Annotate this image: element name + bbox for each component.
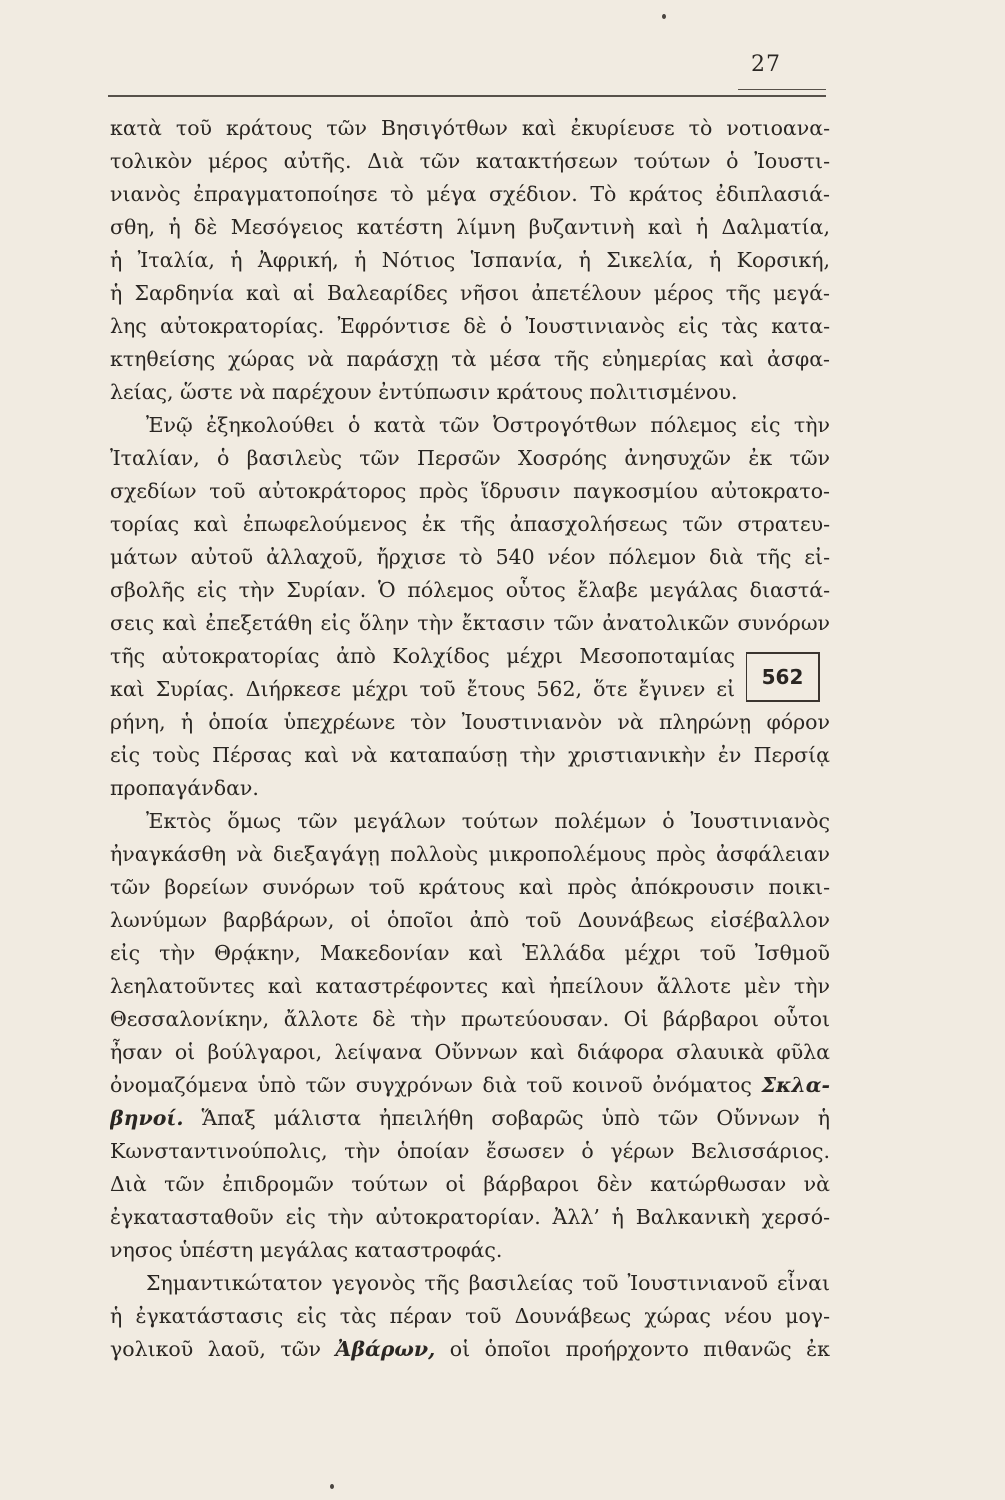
text-segment: ὀνομαζόμενα ὑπὸ τῶν συγχρόνων διὰ τοῦ κοινοῦ ὀνόματος	[110, 1073, 752, 1097]
text-line: λεηλατοῦντες καὶ καταστρέφοντες καὶ ἠπείλουν ἄλλοτε μὲν τὴν	[110, 974, 830, 998]
text-line: ἠναγκάσθη νὰ διεξαγάγῃ πολλοὺς μικροπολέμους πρὸς ἀσφάλειαν	[110, 842, 830, 866]
text-line: Ἐκτὸς ὅμως τῶν μεγάλων τούτων πολέμων ὁ Ἰουστινιανὸς	[146, 809, 830, 833]
text-segment: οἱ ὁποῖοι προήρχοντο πιθανῶς ἐκ	[449, 1337, 830, 1361]
header-rule-short	[738, 89, 826, 90]
text-line: νησος ὑπέστη μεγάλας καταστροφάς.	[110, 1238, 503, 1262]
text-line: προπαγάνδαν.	[110, 776, 259, 800]
text-line: κατὰ τοῦ κράτους τῶν Βησιγότθων καὶ ἐκυρίευσε τὸ νοτιοανα-	[110, 116, 830, 140]
emphasis-term: Σκλα-	[761, 1073, 830, 1097]
page-number: 27	[751, 52, 781, 77]
body-text	[110, 112, 830, 1366]
text-line: λωνύμων βαρβάρων, οἱ ὁποῖοι ἀπὸ τοῦ Δουνάβεως εἰσέβαλλον	[110, 908, 830, 932]
text-line: Ἐνῷ ἐξηκολούθει ὁ κατὰ τῶν Ὀστρογότθων πόλεμος εἰς τὴν	[146, 413, 830, 437]
text-line: Ἰταλίαν, ὁ βασιλεὺς τῶν Περσῶν Χοσρόης ἀνησυχῶν ἐκ τῶν	[110, 446, 830, 470]
header-rule	[108, 95, 826, 97]
margin-note-year: 562	[761, 665, 804, 689]
text-line	[110, 1069, 830, 1102]
emphasis-term: βηνοί.	[110, 1106, 184, 1130]
text-segment: Ἅπαξ μάλιστα ἠπειλήθη σοβαρῶς ὑπὸ τῶν Οὔννων ἡ	[201, 1106, 830, 1130]
text-line: τῆς αὐτοκρατορίας ἀπὸ Κολχίδος μέχρι Μεσοποταμίας	[110, 644, 735, 668]
text-line: καὶ Συρίας. Διήρκεσε μέχρι τοῦ ἔτους 562, ὅτε ἔγινεν εἰ	[110, 677, 735, 701]
text-line: ἐγκατασταθοῦν εἰς τὴν αὐτοκρατορίαν. Ἀλλ’ ἡ Βαλκανικὴ χερσό-	[110, 1205, 830, 1229]
text-line	[110, 1333, 830, 1366]
margin-note-box	[746, 652, 820, 702]
text-line	[110, 1102, 830, 1135]
text-line: Κωνσταντινούπολις, τὴν ὁποίαν ἔσωσεν ὁ γέρων Βελισσάριος.	[110, 1139, 830, 1163]
text-line: Σημαντικώτατον γεγονὸς τῆς βασιλείας τοῦ Ἰουστινιανοῦ εἶναι	[146, 1271, 830, 1295]
text-line: νιανὸς ἐπραγματοποίησε τὸ μέγα σχέδιον. Τὸ κράτος ἐδιπλασιά-	[110, 182, 830, 206]
text-line: ἦσαν οἱ βούλγαροι, λείψανα Οὔννων καὶ διάφορα σλαυικὰ φῦλα	[110, 1040, 830, 1064]
text-line: ἡ Ἰταλία, ἡ Ἀφρική, ἡ Νότιος Ἱσπανία, ἡ Σικελία, ἡ Κορσική,	[110, 248, 830, 272]
text-line: σθη, ἡ δὲ Μεσόγειος κατέστη λίμνη βυζαντινὴ καὶ ἡ Δαλματία,	[110, 215, 830, 239]
text-line: μάτων αὐτοῦ ἀλλαχοῦ, ἤρχισε τὸ 540 νέον πόλεμον διὰ τῆς εἰ-	[110, 545, 830, 569]
text-line: τορίας καὶ ἐπωφελούμενος ἐκ τῆς ἀπασχολήσεως τῶν στρατευ-	[110, 512, 830, 536]
text-line: κτηθείσης χώρας νὰ παράσχῃ τὰ μέσα τῆς εὐημερίας καὶ ἀσφα-	[110, 347, 830, 371]
text-line: ἡ ἐγκατάστασις εἰς τὰς πέραν τοῦ Δουνάβεως χώρας νέου μογ-	[110, 1304, 830, 1328]
ink-speck	[330, 1484, 334, 1489]
ink-speck	[662, 14, 666, 19]
text-line: εἰς τὴν Θρᾴκην, Μακεδονίαν καὶ Ἑλλάδα μέχρι τοῦ Ἰσθμοῦ	[110, 941, 830, 965]
text-line: εἰς τοὺς Πέρσας καὶ νὰ καταπαύσῃ τὴν χριστιανικὴν ἐν Περσίᾳ	[110, 743, 830, 767]
text-line: Διὰ τῶν ἐπιδρομῶν τούτων οἱ βάρβαροι δὲν κατώρθωσαν νὰ	[110, 1172, 830, 1196]
text-line: Θεσσαλονίκην, ἄλλοτε δὲ τὴν πρωτεύουσαν. Οἱ βάρβαροι οὗτοι	[110, 1007, 830, 1031]
text-line: λείας, ὥστε νὰ παρέχουν ἐντύπωσιν κράτους πολιτισμένου.	[110, 380, 738, 404]
text-line: σεις καὶ ἐπεξετάθη εἰς ὅλην τὴν ἔκτασιν τῶν ἀνατολικῶν συνόρων	[110, 611, 830, 635]
text-line: τολικὸν μέρος αὐτῆς. Διὰ τῶν κατακτήσεων τούτων ὁ Ἰουστι-	[110, 149, 830, 173]
emphasis-term: Ἀβάρων,	[335, 1337, 436, 1361]
text-line: λης αὐτοκρατορίας. Ἐφρόντισε δὲ ὁ Ἰουστινιανὸς εἰς τὰς κατα-	[110, 314, 830, 338]
text-line: σχεδίων τοῦ αὐτοκράτορος πρὸς ἵδρυσιν παγκοσμίου αὐτοκρατο-	[110, 479, 830, 503]
text-line: ἡ Σαρδηνία καὶ αἱ Βαλεαρίδες νῆσοι ἀπετέλουν μέρος τῆς μεγά-	[110, 281, 830, 305]
text-line: τῶν βορείων συνόρων τοῦ κράτους καὶ πρὸς ἀπόκρουσιν ποικι-	[110, 875, 830, 899]
text-segment: γολικοῦ λαοῦ, τῶν	[110, 1337, 321, 1361]
text-line: σβολῆς εἰς τὴν Συρίαν. Ὁ πόλεμος οὗτος ἔλαβε μεγάλας διαστά-	[110, 578, 830, 602]
text-line: ρήνη, ἡ ὁποία ὑπεχρέωνε τὸν Ἰουστινιανὸν νὰ πληρώνῃ φόρον	[110, 710, 830, 734]
